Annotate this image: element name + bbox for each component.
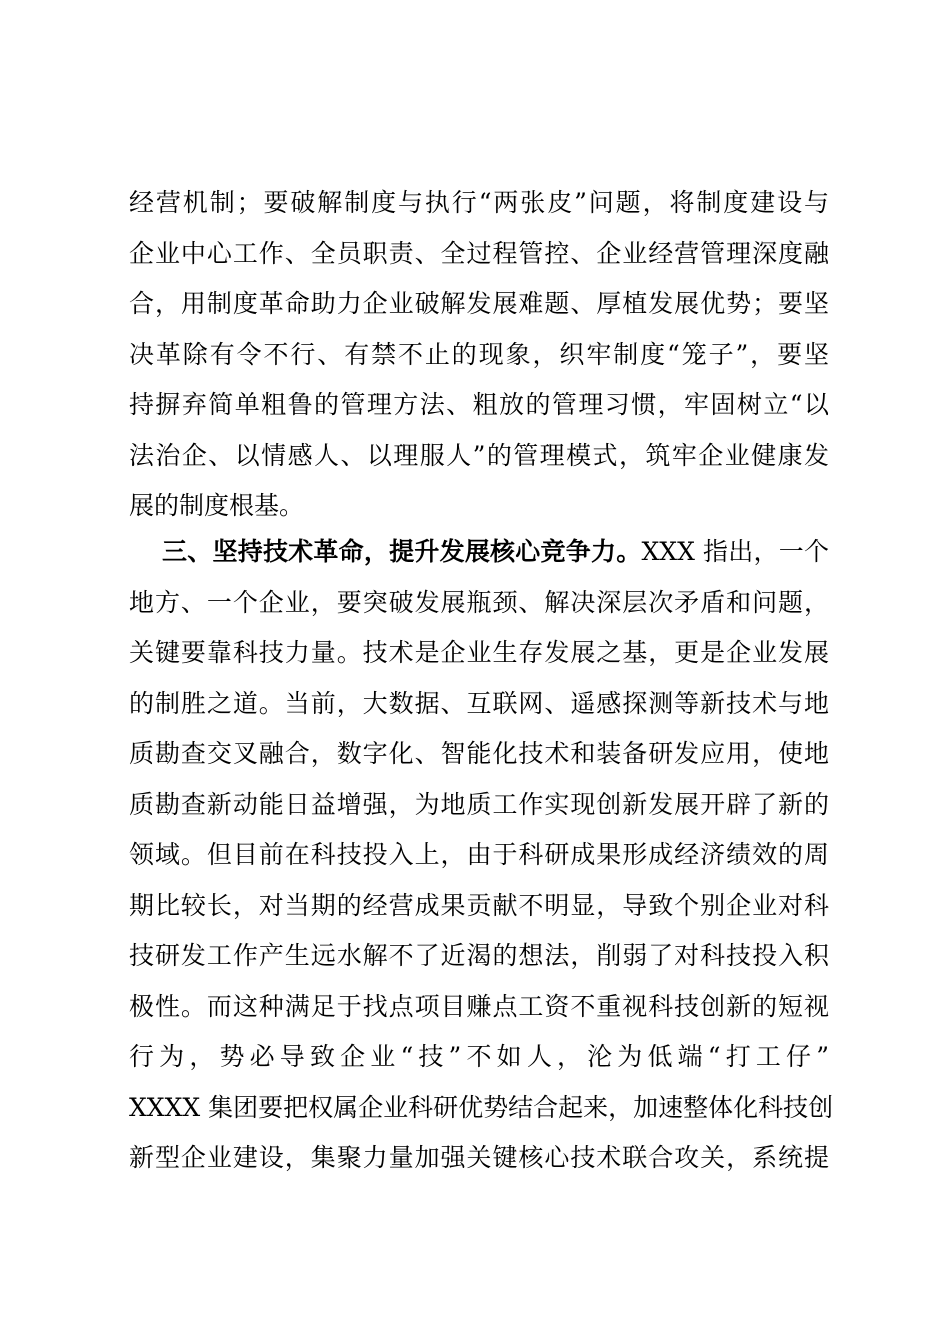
- text-line: 企业中心工作、全员职责、全过程管控、企业经营管理深度融: [129, 238, 829, 268]
- text-line: 关键要靠科技力量。技术是企业生存发展之基，更是企业发展: [129, 638, 829, 667]
- text-line: 质勘查交叉融合，数字化、智能化技术和装备研发应用，使地: [129, 739, 829, 768]
- text-line: 行为，势必导致企业“技”不如人，沦为低端“打工仔”: [129, 1042, 829, 1071]
- paragraph-technology-revolution: [129, 527, 834, 1184]
- text-line: 的制胜之道。当前，大数据、互联网、遥感探测等新技术与地: [129, 688, 829, 718]
- text-line-first: [129, 527, 829, 578]
- text-line: XXXX 集团要把权属企业科研优势结合起来，加速整体化科技创: [129, 1092, 834, 1122]
- text-line: 技研发工作产生远水解不了近渴的想法，削弱了对科技投入积: [129, 941, 829, 970]
- text-line: 领域。但目前在科技投入上，由于科研成果形成经济绩效的周: [129, 840, 829, 869]
- text-line: 持摒弃简单粗鲁的管理方法、粗放的管理习惯，牢固树立“以: [129, 390, 829, 419]
- text-line: 展的制度根基。: [129, 491, 305, 520]
- text-line: 期比较长，对当期的经营成果贡献不明显，导致个别企业对科: [129, 890, 829, 920]
- text-line: 新型企业建设，集聚力量加强关键核心技术联合攻关，系统提: [129, 1143, 829, 1172]
- paragraph-institutional-reform: [129, 178, 829, 532]
- text-line: 合，用制度革命助力企业破解发展难题、厚植发展优势；要坚: [129, 289, 829, 318]
- section-heading: 三、坚持技术革命，提升发展核心竞争力。: [162, 537, 642, 566]
- text-line: 质勘查新动能日益增强，为地质工作实现创新发展开辟了新的: [129, 789, 829, 819]
- heading-continuation: XXX 指出，一个: [641, 537, 829, 566]
- text-line: 经营机制；要破解制度与执行“两张皮”问题，将制度建设与: [129, 188, 829, 217]
- text-line: 极性。而这种满足于找点项目赚点工资不重视科技创新的短视: [129, 991, 829, 1021]
- text-line: 地方、一个企业，要突破发展瓶颈、解决深层次矛盾和问题，: [129, 587, 829, 617]
- text-line: 法治企、以情感人、以理服人”的管理模式，筑牢企业健康发: [129, 440, 829, 470]
- text-line: 决革除有令不行、有禁不止的现象，织牢制度“笼子”，要坚: [129, 339, 829, 369]
